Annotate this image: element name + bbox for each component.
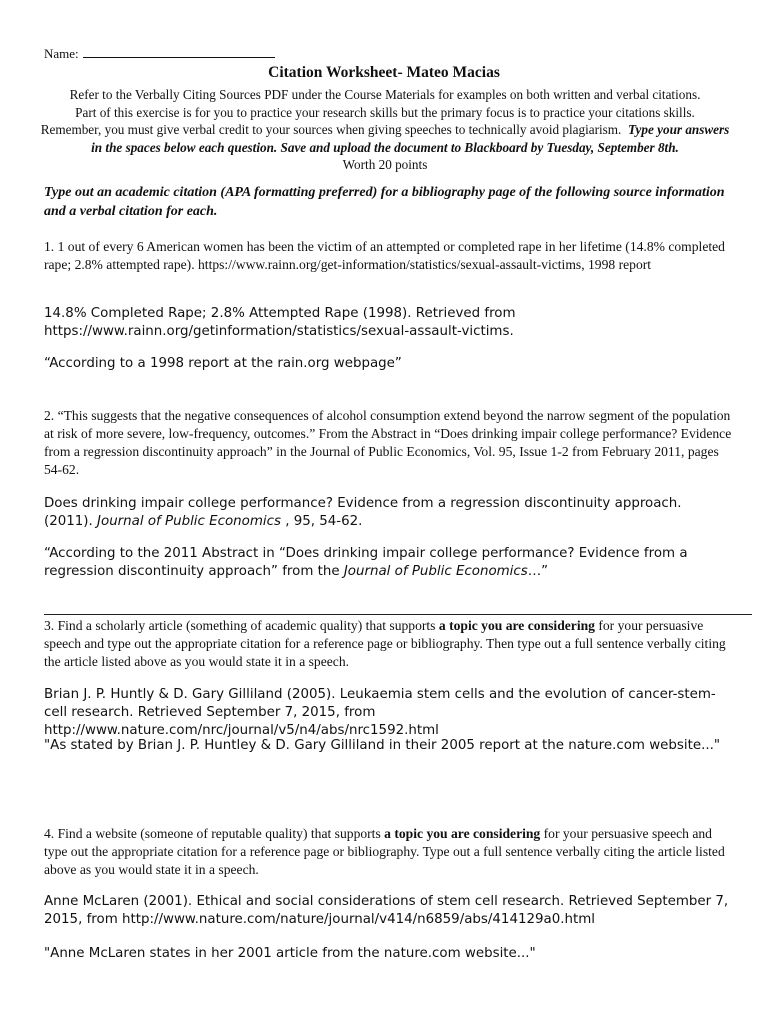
instructions-text: Remember, you must give verbal credit to your sources when giving speeches to technically avoid plagiarism.: [40, 122, 622, 137]
name-label: Name:: [44, 46, 79, 61]
instructions-line: [40, 121, 730, 156]
name-field: [44, 45, 275, 62]
verbal-text: “According to the 2011 Abstract in “Does drinking impair college performance? Evidence from a regression discontinuity approach” from the: [44, 546, 688, 579]
instructions-emphasis: Type your answers in the spaces below each question. Save and upload the document to Blackboard by Tuesday, September 8th.: [91, 122, 730, 155]
answer-3-citation: Brian J. P. Huntly & D. Gary Gilliland (2005). Leukaemia stem cells and the evolution of cancer-stem-cell research. Retrieved September 7, 2015, from http://www.nature.com/nrc/journal/v5/n4/abs/nrc1592.html: [44, 687, 716, 738]
question-text: for your persuasive speech and type out the appropriate citation for a reference page or bibliography. Type out a full sentence verbally citing the article listed above as you would state it in a speech.: [44, 826, 725, 877]
name-blank-line: [83, 45, 275, 58]
question-1: 1. 1 out of every 6 American women has been the victim of an attempted or completed rape in her lifetime (14.8% completed rape; 2.8% attempted rape). https://www.rainn.org/get-information/statistics/sexual-assault-victims, 1998 report: [44, 239, 725, 272]
question-2: 2. “This suggests that the negative consequences of alcohol consumption extend beyond the narrow segment of the population at risk of more severe, low-frequency, outcomes.” From the Abstract in “Does drinking impair college performance? Evidence from a regression discontinuity approach” in the Journal of Public Economics, Vol. 95, Issue 1-2 from February 2011, pages 54-62.: [44, 408, 732, 477]
question-emphasis: a topic you are considering: [438, 618, 595, 633]
worksheet-title: Citation Worksheet- Mateo Macias: [268, 64, 500, 81]
question-3: [44, 617, 734, 671]
citation-text: , 95, 54-62.: [280, 514, 363, 529]
answer-3-verbal: "As stated by Brian J. P. Huntley & D. Gary Gilliland in their 2005 report at the nature.com website...": [44, 738, 721, 753]
question-text: for your persuasive speech and type out the appropriate citation for a reference page or bibliography. Then type out a full sentence verbally citing the article listed above as you would state it in a speech.: [44, 618, 726, 669]
answer-2-verbal: [44, 545, 734, 581]
citation-text: Does drinking impair college performance? Evidence from a regression discontinuity approach. (2011).: [44, 496, 682, 529]
instructions: [40, 86, 730, 174]
citation-line: https://www.rainn.org/getinformation/statistics/sexual-assault-victims.: [44, 324, 514, 339]
points-label: Worth 20 points: [342, 157, 428, 172]
answer-2-citation: [44, 495, 734, 531]
journal-name: Journal of Public Economics: [97, 514, 281, 529]
answer-4-verbal: "Anne McLaren states in her 2001 article from the nature.com website...": [44, 946, 536, 961]
instructions-line: Refer to the Verbally Citing Sources PDF under the Course Materials for examples on both written and verbal citations.: [69, 87, 701, 102]
main-prompt: Type out an academic citation (APA formatting preferred) for a bibliography page of the following source information and a verbal citation for each.: [44, 185, 725, 219]
verbal-text: …”: [527, 564, 549, 579]
question-4: [44, 825, 734, 879]
answer-1-verbal: “According to a 1998 report at the rain.org webpage”: [44, 356, 402, 371]
journal-name: Journal of Public Economics: [343, 564, 528, 579]
section-divider: [44, 614, 752, 615]
question-emphasis: a topic you are considering: [384, 826, 541, 841]
question-text: 4. Find a website (someone of reputable quality) that supports: [44, 826, 385, 841]
answer-1-citation: [44, 305, 734, 341]
answer-4-citation: Anne McLaren (2001). Ethical and social considerations of stem cell research. Retrieved September 7, 2015, from http://www.nature.com/nature/journal/v414/n6859/abs/414129a0.html: [44, 894, 729, 927]
instructions-line: Part of this exercise is for you to practice your research skills but the primary focus is to practice your citations skills.: [75, 104, 695, 120]
citation-line: 14.8% Completed Rape; 2.8% Attempted Rape (1998). Retrieved from: [44, 306, 516, 321]
question-text: 3. Find a scholarly article (something of academic quality) that supports: [44, 618, 439, 633]
